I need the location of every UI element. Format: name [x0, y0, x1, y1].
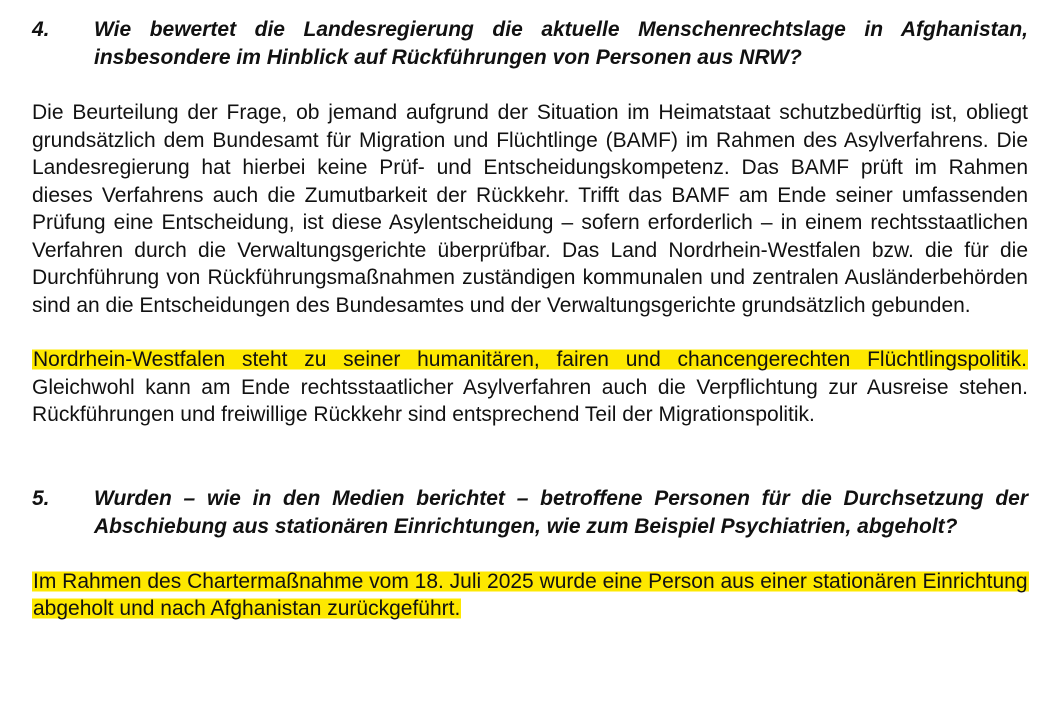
answer-paragraph: Die Beurteilung der Frage, ob jemand aufgrund der Situation im Heimatstaat schutzbedürftig ist, obliegt grundsätzlich dem Bundesamt für Migration und Flüchtlinge (BAMF) im Rahmen des Asylverfahrens. Die Landesregierung hat hierbei keine Prüf- und Entscheidungskompetenz. Das BAMF prüft im Rahmen dieses Verfahrens auch die Zumutbarkeit der Rückkehr. Trifft das BAMF am Ende seiner umfassenden Prüfung eine Entscheidung, ist diese Asylentscheidung – sofern erforderlich – in einem rechtsstaatlichen Verfahren durch die Verwaltungsgerichte überprüfbar. Das Land Nordrhein-Westfalen bzw. die für die Durchführung von Rückführungsmaßnahmen zuständigen kommunalen und zentralen Ausländerbehörden sind an die Entscheidungen des Bundesamtes und der Verwaltungsgerichte grundsätzlich gebunden.	[32, 101, 1028, 317]
document-page	[32, 14, 1028, 623]
question-text: Wurden – wie in den Medien berichtet – betroffene Personen für die Durchsetzung der Abschiebung aus stationären Einrichtungen, wie zum Beispiel Psychiatrien, abgeholt?	[94, 486, 1028, 538]
paragraph-text: Gleichwohl kann am Ende rechtsstaatlicher Asylverfahren auch die Verpflichtung zur Ausreise stehen. Rückführungen und freiwillige Rückkehr sind entsprechend Teil der Migrationspolitik.	[32, 375, 1028, 426]
question-number: 5.	[32, 486, 50, 510]
answer-paragraph	[32, 568, 1028, 623]
question-4	[32, 16, 1028, 72]
answer-paragraph	[32, 346, 1028, 429]
question-5	[32, 485, 1028, 541]
highlighted-text: Im Rahmen des Chartermaßnahme vom 18. Juli 2025 wurde eine Person aus einer stationären Einrichtung abgeholt und nach Afghanistan zurückgeführt.	[33, 569, 1028, 620]
question-number: 4.	[32, 18, 50, 41]
question-text: Wie bewertet die Landesregierung die aktuelle Menschenrechtslage in Afghanistan, insbesondere im Hinblick auf Rückführungen von Personen aus NRW?	[94, 18, 1028, 69]
highlighted-text: Nordrhein-Westfalen steht zu seiner humanitären, fairen und chancengerechten Flüchtlingspolitik.	[33, 348, 1027, 371]
